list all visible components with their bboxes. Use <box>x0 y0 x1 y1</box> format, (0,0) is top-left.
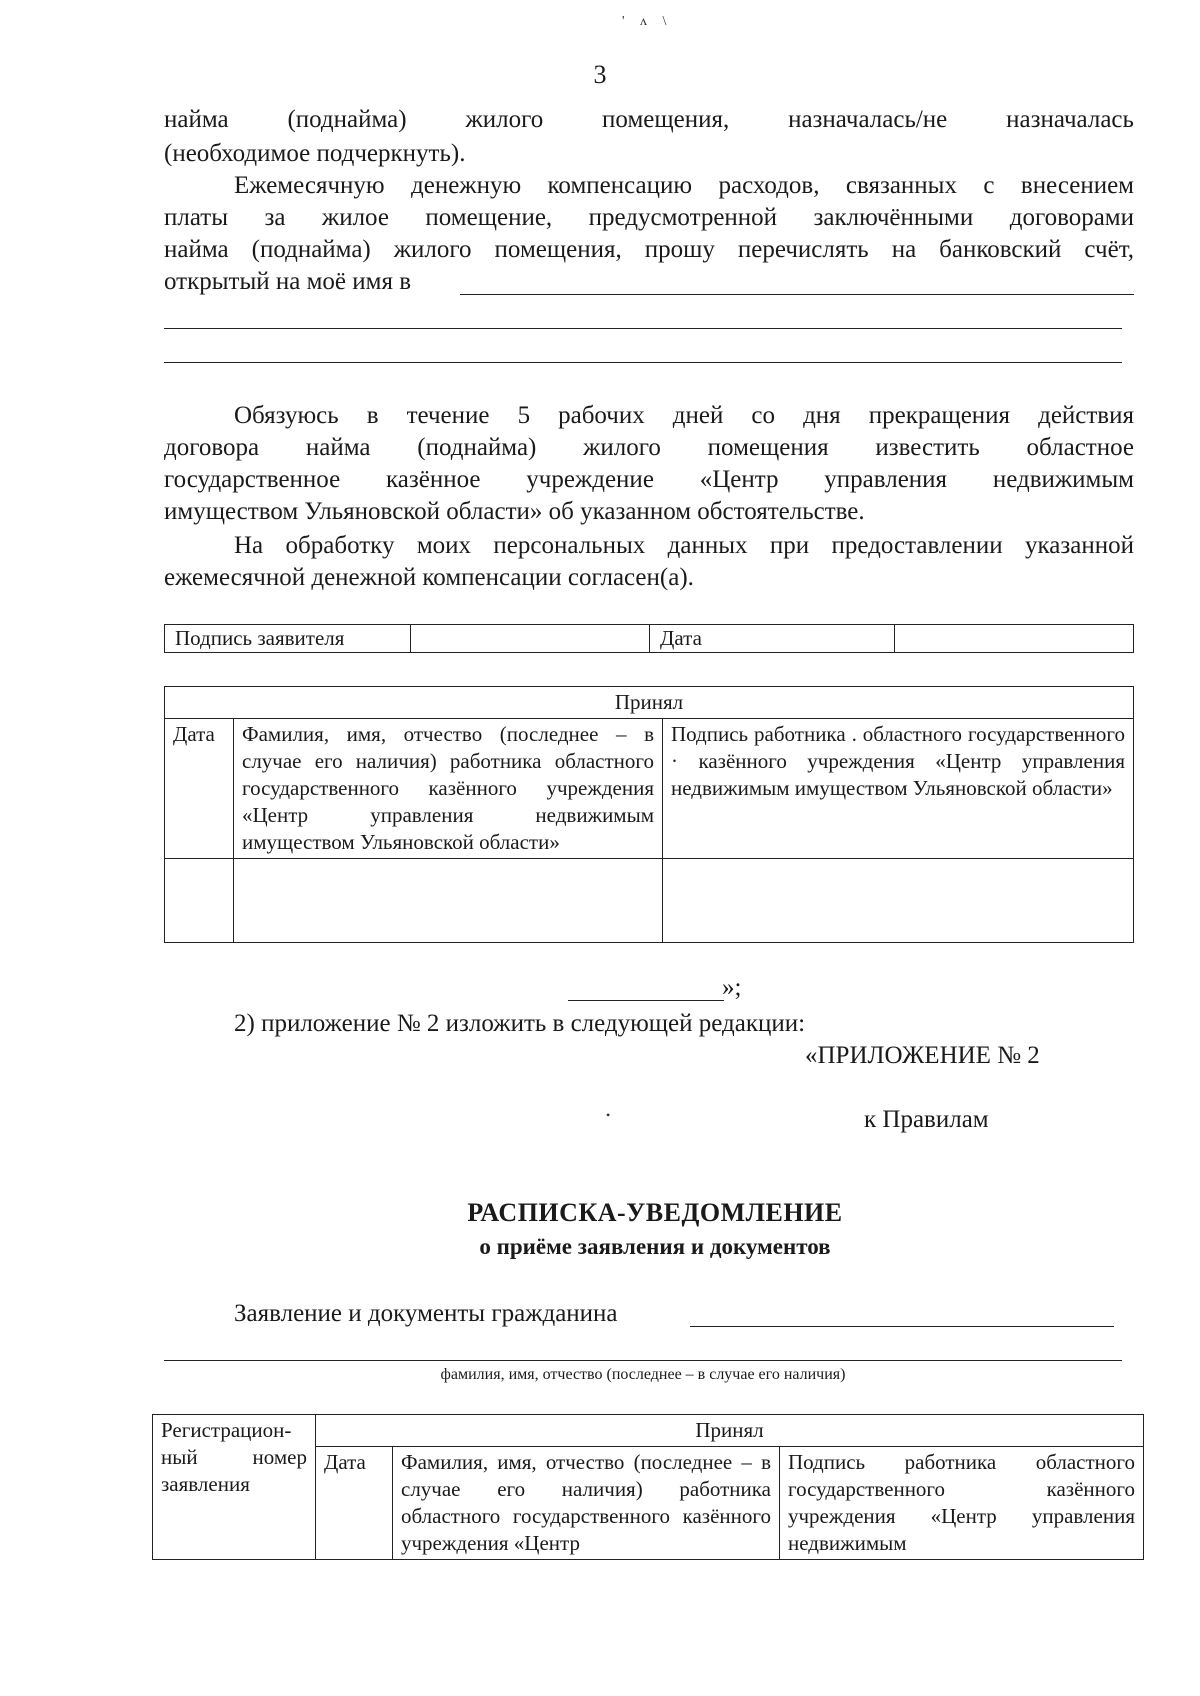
scan-dot: • <box>606 1108 611 1122</box>
word: назначалась <box>1006 106 1134 133</box>
signature-label-cell: Подпись заявителя <box>165 625 411 653</box>
word: (поднайма) <box>287 106 407 133</box>
accepted-col-signature: Подпись работника . областного государственного · казённого учреждения «Центр управления недвижимым имуществом Ульяновской области» <box>663 719 1134 859</box>
word: помещения, <box>602 106 730 133</box>
receipt-table <box>152 1414 1144 1560</box>
accepted-table <box>164 686 1134 943</box>
accepted-col-date: Дата <box>165 719 234 859</box>
item2-text: 2) приложение № 2 изложить в следующей редакции: <box>234 1010 806 1037</box>
para3-line3: государственное казённое учреждение «Центр управления недвижимым <box>164 466 1134 493</box>
word: найма <box>164 106 229 133</box>
closing-underline <box>568 1000 724 1001</box>
receipt-col-date: Дата <box>316 1447 393 1560</box>
para2-line2: платы за жилое помещение, предусмотренной заключёнными договорами <box>164 204 1134 231</box>
para2-line4: открытый на моё имя в <box>164 268 412 295</box>
para4-line1: На обработку моих персональных данных при предоставлении указанной <box>234 532 1134 559</box>
accepted-name-input-cell[interactable] <box>234 859 663 943</box>
blank-line-1 <box>164 328 1122 329</box>
appendix-to: к Правилам <box>864 1106 989 1133</box>
signature-value-cell[interactable] <box>410 625 649 653</box>
para1-line2: (необходимое подчеркнуть). <box>164 140 466 167</box>
citizen-name-line <box>690 1326 1114 1327</box>
accepted-header: Принял <box>165 687 1134 719</box>
word: жилого <box>465 106 544 133</box>
receipt-col-name: Фамилия, имя, отчество (последнее – в случае его наличия) работника областного государственного казённого учреждения «Центр <box>393 1447 780 1560</box>
blank-line-2 <box>164 362 1122 363</box>
para3-line4: имуществом Ульяновской области» об указанном обстоятельстве. <box>164 498 865 525</box>
scan-noise-mark: ' ᴧ \ <box>622 14 673 29</box>
receipt-col-signature: Подпись работника областного государственного казённого учреждения «Центр управления недвижимым <box>780 1447 1144 1560</box>
para4-line2: ежемесячной денежной компенсации согласен(а). <box>164 564 694 591</box>
accepted-date-input-cell[interactable] <box>165 859 234 943</box>
date-label-cell: Дата <box>650 625 894 653</box>
para1-line1 <box>164 104 1134 136</box>
para3-line2: договора найма (поднайма) жилого помещения известить областное <box>164 434 1134 461</box>
closing-quote: »; <box>722 974 742 1001</box>
para2-line1: Ежемесячную денежную компенсацию расходов, связанных с внесением <box>234 172 1134 199</box>
name-caption: фамилия, имя, отчество (последнее – в случае его наличия) <box>440 1366 846 1383</box>
receipt-header: Принял <box>316 1415 1144 1447</box>
bank-name-line <box>460 294 1134 295</box>
accepted-signature-input-cell[interactable] <box>663 859 1134 943</box>
receipt-subtitle: о приёме заявления и документов <box>479 1234 831 1259</box>
signature-date-table <box>164 624 1134 653</box>
para3-line1: Обязуюсь в течение 5 рабочих дней со дня прекращения действия <box>234 402 1134 429</box>
receipt-title: РАСПИСКА-УВЕДОМЛЕНИЕ <box>467 1198 843 1227</box>
page-number: 3 <box>593 60 607 89</box>
receipt-col-regnum: Регистрацион-ный номер заявления <box>153 1415 316 1560</box>
date-value-cell[interactable] <box>894 625 1134 653</box>
receipt-line-label: Заявление и документы гражданина <box>234 1300 618 1327</box>
citizen-name-line-2 <box>164 1360 1122 1361</box>
para2-line3: найма (поднайма) жилого помещения, прошу перечислять на банковский счёт, <box>164 236 1134 263</box>
appendix-label: «ПРИЛОЖЕНИЕ № 2 <box>805 1042 1040 1069</box>
accepted-col-name: Фамилия, имя, отчество (последнее – в случае его наличия) работника областного государственного казённого учреждения «Центр управления недвижимым имуществом Ульяновской области» <box>234 719 663 859</box>
word: назначалась/не <box>788 106 948 133</box>
